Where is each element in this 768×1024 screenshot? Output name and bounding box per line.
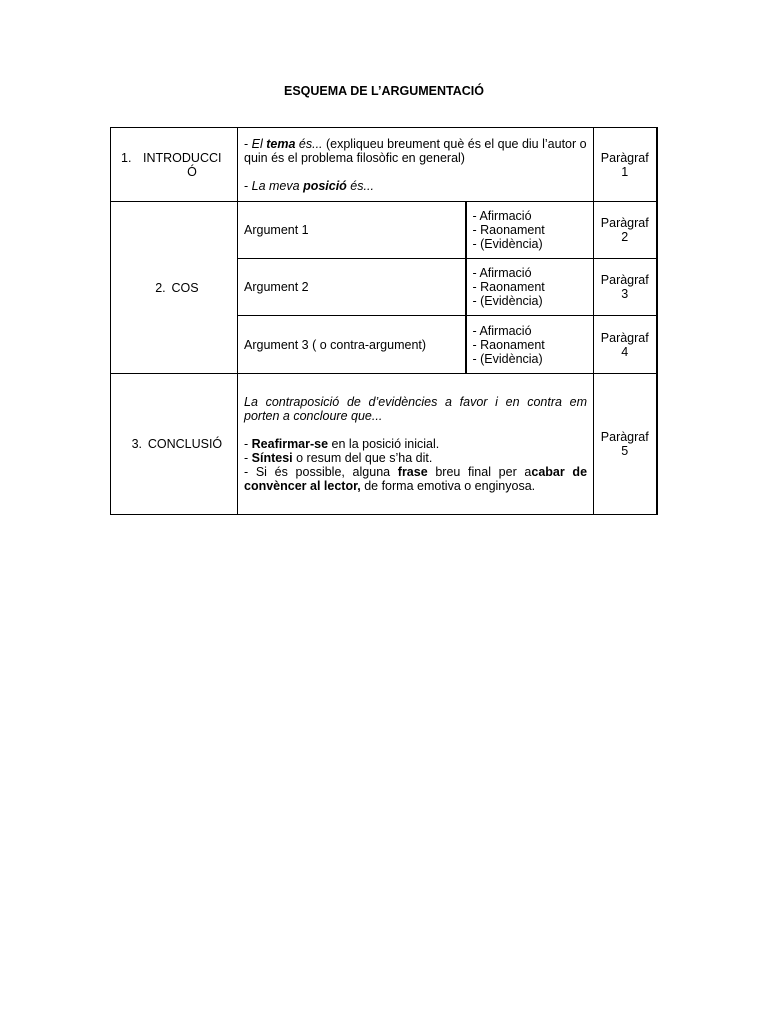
paragraph-number: 4 — [621, 344, 629, 359]
paragraph-cell-3 — [594, 259, 657, 316]
conclusio-line-3 — [244, 465, 587, 493]
line-text: de forma emotiva o enginyosa. — [360, 479, 536, 493]
argument-scheme-table — [110, 127, 658, 515]
paragraph-number: 5 — [621, 444, 629, 458]
convencer-keyword: cabar de convèncer al lector, — [244, 465, 588, 493]
conclusio-section-label — [111, 374, 238, 515]
paragraph-cell-1 — [594, 128, 657, 202]
point-raonament: - Raonament — [472, 223, 545, 237]
line-text: en la posició inicial. — [328, 437, 440, 451]
cos-section-label — [111, 202, 238, 374]
argument-label: Argument 3 ( o contra-argument) — [238, 316, 466, 374]
point-afirmacio: - Afirmació — [472, 266, 532, 280]
argument-points — [466, 259, 594, 316]
point-evidencia: - (Evidència) — [472, 237, 543, 251]
tema-italic-1: El — [251, 136, 267, 151]
dash: - — [244, 178, 252, 193]
conclusio-line-2 — [244, 451, 587, 465]
paragraph-cell-2 — [594, 202, 657, 259]
point-evidencia: - (Evidència) — [472, 294, 543, 308]
intro-tema-line — [244, 137, 587, 165]
dash: - — [244, 451, 252, 465]
argument-points — [466, 202, 594, 259]
conclusio-contraposicio: La contraposició de d’evidències a favor i en contra em porten a concloure que... — [244, 395, 588, 423]
point-afirmacio: - Afirmació — [472, 323, 532, 338]
point-raonament: - Raonament — [472, 337, 545, 352]
cos-number: 2. — [155, 280, 166, 295]
posicio-keyword: posició — [303, 178, 347, 193]
paragraph-number: 3 — [621, 287, 629, 301]
tema-explanation: (expliqueu breument què és el que diu l’autor o quin és el problema filosòfic en general) — [244, 136, 587, 165]
point-evidencia: - (Evidència) — [472, 351, 543, 366]
conclusio-number: 3. — [131, 437, 143, 451]
tema-italic-2: és... — [295, 136, 323, 151]
paragraph-label: Paràgraf — [600, 330, 649, 345]
point-afirmacio: - Afirmació — [472, 209, 532, 223]
point-raonament: - Raonament — [472, 280, 545, 294]
paragraph-label: Paràgraf — [600, 150, 649, 165]
conclusio-row — [111, 374, 657, 515]
cos-row-argument-1 — [111, 202, 657, 259]
argument-points — [466, 316, 594, 374]
line-text: breu final per a — [427, 465, 532, 479]
dash: - — [244, 437, 252, 451]
sintesi-keyword: Síntesi — [251, 451, 293, 465]
intro-body — [238, 128, 594, 202]
paragraph-cell-4 — [594, 316, 657, 374]
argument-label: Argument 1 — [238, 202, 466, 259]
conclusio-label: CONCLUSIÓ — [147, 437, 223, 451]
argument-label: Argument 2 — [238, 259, 466, 316]
posicio-italic-2: és... — [346, 178, 374, 193]
line-text: - Si és possible, alguna — [244, 465, 398, 479]
line-text: o resum del que s’ha dit. — [292, 451, 433, 465]
paragraph-cell-5 — [594, 374, 657, 515]
paragraph-label: Paràgraf — [600, 430, 649, 444]
paragraph-number: 2 — [621, 230, 629, 244]
tema-keyword: tema — [266, 136, 296, 151]
intro-label-line2: Ó — [187, 164, 197, 179]
intro-section-label — [111, 128, 238, 202]
posicio-italic-1: La meva — [251, 178, 304, 193]
paragraph-label: Paràgraf — [600, 216, 649, 230]
reafirmar-keyword: Reafirmar-se — [251, 437, 329, 451]
intro-row — [111, 128, 657, 202]
intro-posicio-line — [244, 179, 587, 193]
intro-number: 1. — [121, 150, 132, 165]
document-title: ESQUEMA DE L’ARGUMENTACIÓ — [283, 84, 484, 98]
intro-label-line1: INTRODUCCI — [143, 150, 222, 165]
cos-label: COS — [171, 280, 199, 295]
conclusio-body — [238, 374, 594, 515]
conclusio-line-1 — [244, 437, 587, 451]
paragraph-label: Paràgraf — [600, 273, 649, 287]
dash: - — [244, 136, 252, 151]
paragraph-number: 1 — [621, 164, 629, 179]
frase-keyword: frase — [397, 465, 428, 479]
